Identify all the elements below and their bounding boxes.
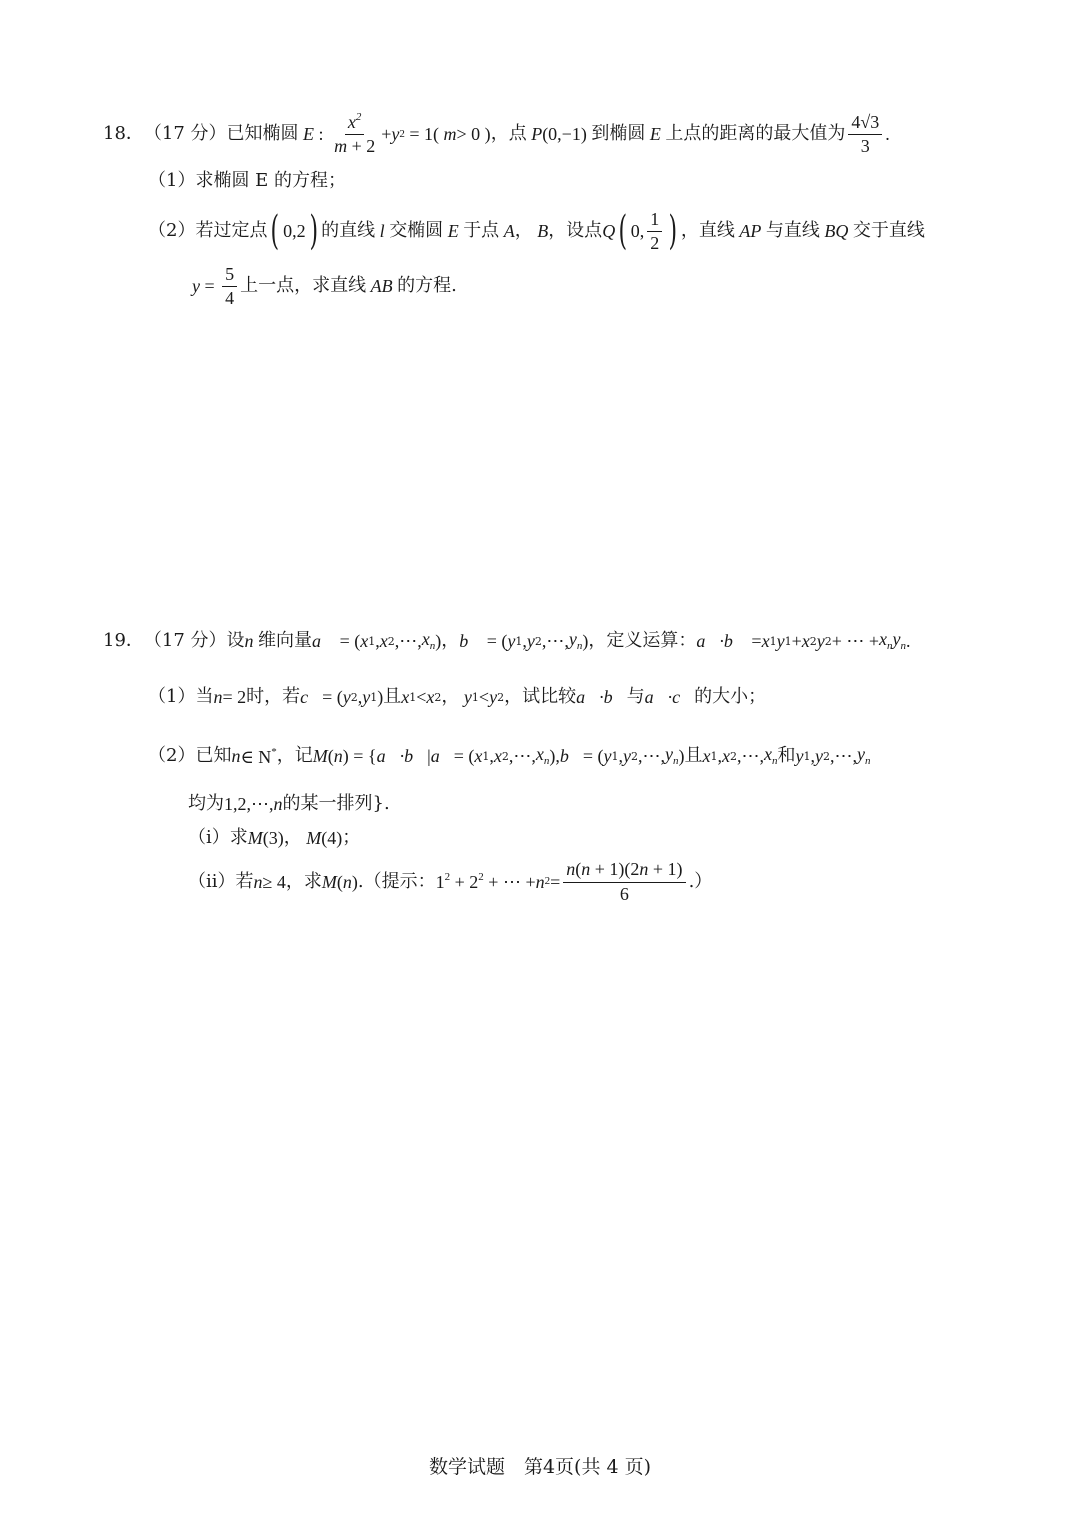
fraction-4root3-over-3: $\frac{4√3}{3}$ xyxy=(848,113,882,156)
q18-part2-line2: y = $\frac{5}{4}$ 上一点，求直线 AB 的方程. xyxy=(192,264,457,308)
q18-points: （17 分） xyxy=(143,123,227,145)
q18-part1: （1）求椭圆 E 的方程； xyxy=(148,170,347,191)
q19-number: 19． xyxy=(103,630,144,651)
q19-part2-line2: 均为 1,2,⋯, n 的某一排列}. xyxy=(188,793,390,814)
page-footer: 数学试题 第4页(共 4 页) xyxy=(428,1456,652,1478)
fraction-5-over-4: $\frac{5}{4}$ xyxy=(222,265,237,308)
q18-max-distance-text: 上点的距离的最大值为 xyxy=(665,123,846,145)
q19-part1: （1）当 n = 2 时，若 c⃗ = ( y 2 , y 1 ) 且 x 1 < x 2 ， y 1 < y 2 ，试比较 a⃗·b⃗ 与 a⃗·c⃗ 的大小； xyxy=(148,686,767,707)
q18-number: 18． xyxy=(103,123,144,145)
q19-part2-line1: （2）已知 n ∈ N* ，记 M ( n ) = { a⃗·b⃗ | a⃗ = ( x 1 , x 2 ,⋯, $x_n$ ), b⃗ = ( y 1 , y 2 ,⋯, $y_n$ ) 且 x 1 , x 2 ,⋯, $x_n$ 和 y 1 , y 2 ,⋯, $y_n$ xyxy=(148,744,871,767)
q18-line-1: 18． （17 分） 已知椭圆 E : $\frac{x^2}{m + 2}$ + y 2 = 1( m > 0 ) ， 点 P (0,−1) 到椭圆 E 上点的距离的最大值为 $\frac{4√3}{3}$ . xyxy=(103,111,890,156)
fraction-one-half: $\frac{1}{2}$ xyxy=(647,210,662,253)
q18-part2-line1: （2）若过定点 ( 0,2 ) 的直线 l 交椭圆 E 于点 A ， B ，设点 Q ( 0, $\frac{1}{2}$ ) ，直线 AP 与直线 BQ 交于直线 xyxy=(148,208,925,255)
q18-intro: 已知椭圆 xyxy=(226,123,299,145)
fraction-sum-of-squares: $\frac{n(n + 1)(2n + 1)}{6}$ xyxy=(563,860,685,904)
q18-point-text: 点 xyxy=(508,123,527,145)
q19-sub-ii: （ii）若 n ≥ 4 ，求 M ( n ) .（提示： $1^2 + 2^2$ + ⋯ + n 2 = $\frac{n(n + 1)(2n + 1)}{6}$ .） xyxy=(188,859,713,904)
q19-line-1: 19． （17 分） 设 n 维向量 a⃗ = ( x 1 , x 2 ,⋯, $x_n$ ) ， b⃗ = ( y 1 , y 2 ,⋯, $y_n$ ) ，定义运算： a⃗·b⃗ = x 1 y 1 + x 2 y 2 + ⋯ + $x_ny_n$ . xyxy=(103,629,911,652)
q19-sub-i: （i）求 M (3) ， M (4) ； xyxy=(188,827,361,848)
fraction-x2-over-m2: $\frac{x^2}{m + 2}$ xyxy=(334,111,376,156)
q18-to-ellipse: 到椭圆 xyxy=(591,123,646,145)
q19-points: （17 分） xyxy=(143,630,227,651)
